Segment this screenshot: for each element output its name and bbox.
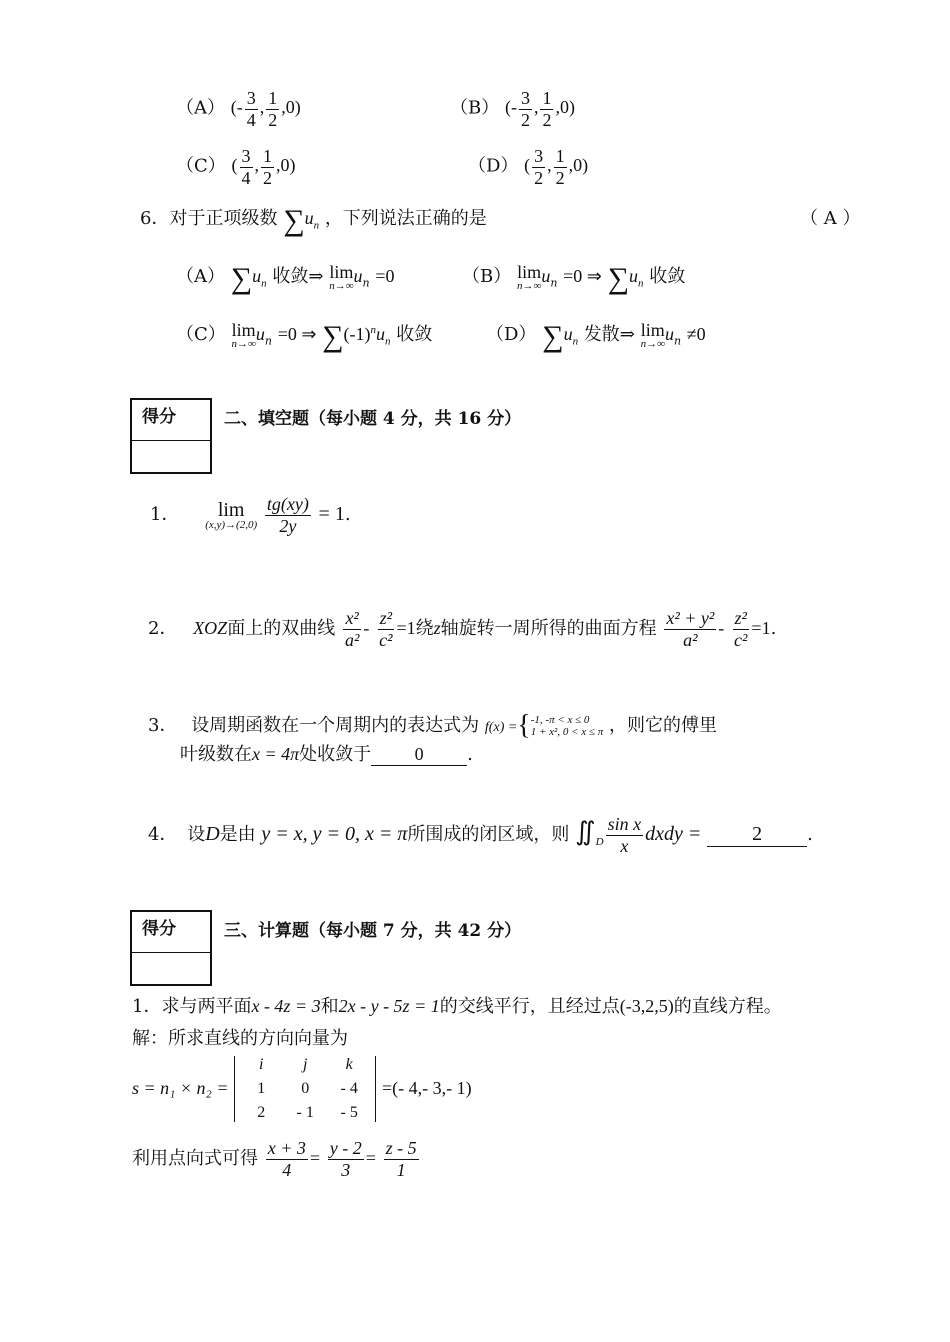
q5-option-d: （D） ( $\frac{3}{2}$ , $\frac{1}{2}$ ,0) xyxy=(468,146,589,188)
score-box-section3: 得分 xyxy=(130,910,212,986)
q6-option-b: （B） lim n→∞ $u_n =0$ ⇒ $\sum u_n$ 收敛 xyxy=(462,261,686,295)
fill-q2: 2． XOZ面上的双曲线 $\frac{\text{x²}}{\text{a²}}$ - $\frac{\text{z²}}{\text{c²}}$ =1绕z轴旋转一周所得的曲面方程 $\frac{\text{x² + y²}}{\text{a²}}$ - $\frac{\text{z²}}{\text{c²}}$ =1. xyxy=(148,608,777,650)
answer-blank: 0 xyxy=(371,744,467,766)
q6-option-d: （D） $\sum u_n$ 发散⇒ lim n→∞ $u_n \ne 0$ xyxy=(486,319,706,353)
fill-q1: 1． lim (x,y)→(2,0) $\frac{tg(xy)}{2y}$ = 1. xyxy=(150,494,351,536)
determinant-matrix: i j k 1 0 - 4 2 - 1 - 5 xyxy=(234,1056,376,1122)
direction-vector-determinant: s = n₁ × n₂ = i j k 1 0 - 4 2 - 1 - 5 =(- 4,- 3,- 1) xyxy=(132,1056,472,1121)
fill-q3-line2: 叶级数在x = 4π处收敛于 0 . xyxy=(180,744,473,765)
math: (- $\frac{3}{4}$ , $\frac{1}{2}$ ,0) xyxy=(230,88,301,130)
math: ( $\frac{3}{4}$ , $\frac{1}{2}$ ,0) xyxy=(231,146,296,188)
answer-blank: 2 xyxy=(707,823,807,847)
q5-option-b: （B） (- $\frac{3}{2}$ , $\frac{1}{2}$ ,0) xyxy=(450,88,575,130)
q5-option-a: （A） (- $\frac{3}{4}$ , $\frac{1}{2}$ ,0) xyxy=(176,88,301,130)
q6-answer: （ A ） xyxy=(800,208,861,229)
calc-q1-stem: 1．求与两平面x - 4z = 3和2x - y - 5z = 1的交线平行，且经过点(-3,2,5)的直线方程。 xyxy=(132,996,782,1017)
math: (- $\frac{3}{2}$ , $\frac{1}{2}$ ,0) xyxy=(504,88,575,130)
q5-option-c: （C） ( $\frac{3}{4}$ , $\frac{1}{2}$ ,0) xyxy=(176,146,296,188)
q6-stem: 6．对于正项级数 $\sum u_n$ ，下列说法正确的是 xyxy=(140,204,487,237)
math: ( $\frac{3}{2}$ , $\frac{1}{2}$ ,0) xyxy=(524,146,589,188)
fill-q4: 4． 设D是由 y = x, y = 0, x = π所围成的闭区域，则 $∬_D$ $\frac{\text{sin x}}{x}$ dxdy = 2 . xyxy=(148,814,813,856)
series-sum: $\sum u_n$ xyxy=(283,204,320,237)
section2-title: 二、填空题（每小题 4 分，共 16 分） xyxy=(224,409,522,429)
fill-q3-line1: 3． 设周期函数在一个周期内的表达式为 f(x) ={ -1, -π < x ≤ 0 1 + x², 0 < x ≤ π ，则它的傅里 xyxy=(148,710,717,741)
section3-title: 三、计算题（每小题 7 分，共 42 分） xyxy=(224,921,522,941)
q6-option-a: （A） $\sum u_n$ 收敛⇒ lim n→∞ $u_n =0$ xyxy=(176,261,395,295)
line-equation: 利用点向式可得 $\frac{x + 3}{4}$ = $\frac{y - 2}{3}$ = $\frac{z - 5}{1}$ xyxy=(132,1138,417,1180)
solution-intro: 解：所求直线的方向向量为 xyxy=(132,1028,348,1049)
q6-option-c: （C） lim n→∞ $u_n =0$ ⇒ $\sum(-1)^nu_n$ 收敛 xyxy=(176,319,433,353)
score-box-section2: 得分 xyxy=(130,398,212,474)
